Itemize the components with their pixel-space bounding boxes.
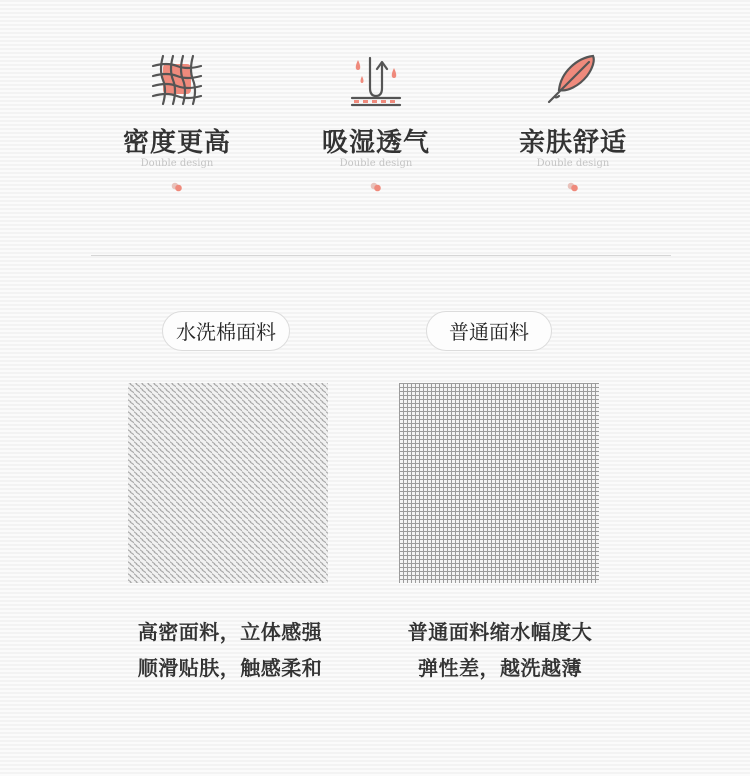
ordinary-fabric-swatch xyxy=(399,383,599,583)
description-line: 顺滑贴肤，触感柔和 xyxy=(137,656,323,680)
feature-density xyxy=(87,50,267,192)
washed-cotton-description xyxy=(80,614,380,686)
feature-title: 密度更高 xyxy=(122,128,231,158)
section-divider xyxy=(91,255,671,256)
feature-title: 吸湿透气 xyxy=(321,128,430,158)
feature-breathable xyxy=(286,50,466,192)
decorative-dots-icon xyxy=(370,182,382,192)
washed-cotton-swatch xyxy=(128,383,328,583)
feature-title: 亲肤舒适 xyxy=(518,128,627,158)
feather-icon xyxy=(543,50,603,110)
washed-cotton-label: 水洗棉面料 xyxy=(162,311,290,351)
ordinary-fabric-label: 普通面料 xyxy=(426,311,552,351)
ordinary-fabric-description xyxy=(350,614,650,686)
feature-skin-friendly xyxy=(483,50,663,192)
description-line: 高密面料，立体感强 xyxy=(137,620,323,644)
moisture-breathable-icon xyxy=(346,50,406,110)
dense-weave-icon xyxy=(147,50,207,110)
decorative-dots-icon xyxy=(171,182,183,192)
description-line: 弹性差，越洗越薄 xyxy=(418,656,582,680)
feature-subtitle: Double design xyxy=(339,158,413,169)
description-line: 普通面料缩水幅度大 xyxy=(407,620,593,644)
feature-subtitle: Double design xyxy=(536,158,610,169)
feature-subtitle: Double design xyxy=(140,158,214,169)
decorative-dots-icon xyxy=(567,182,579,192)
